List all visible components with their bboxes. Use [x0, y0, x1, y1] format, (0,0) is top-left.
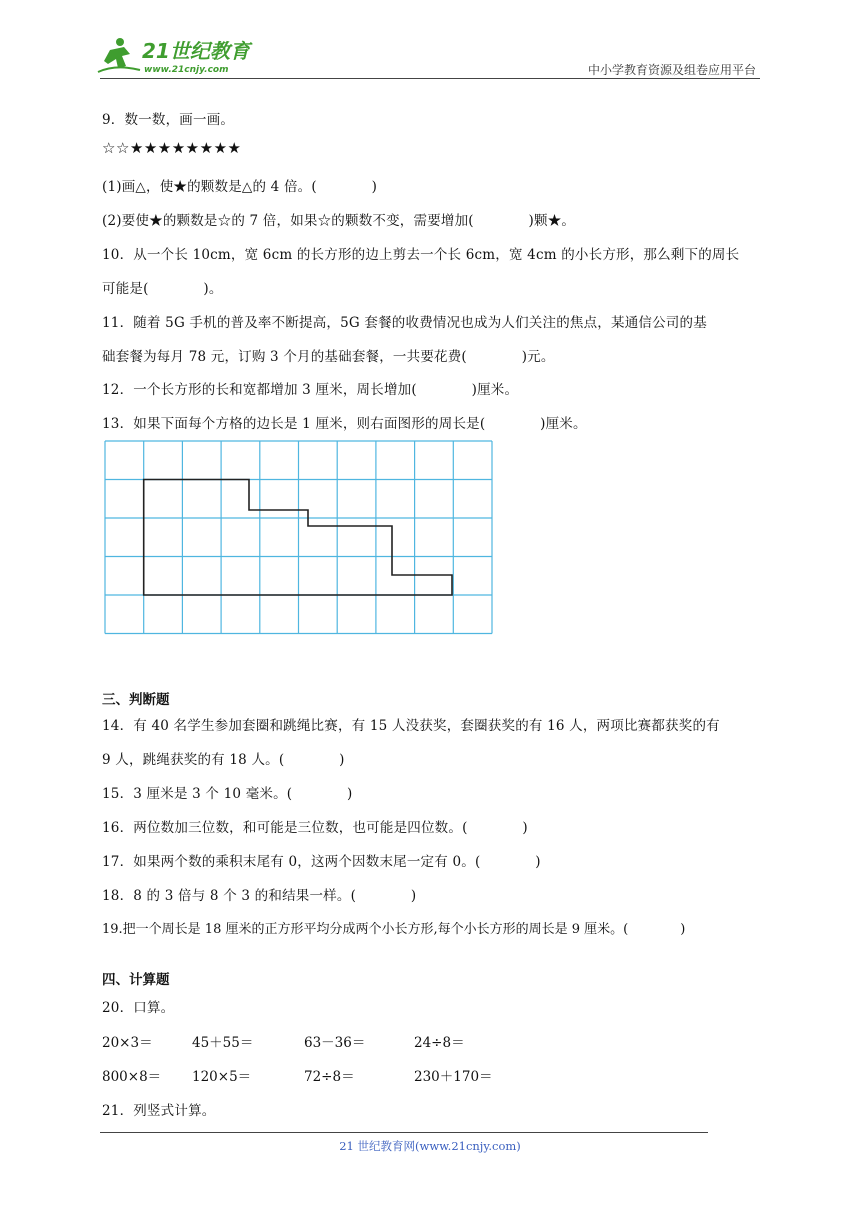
q17: 17．如果两个数的乘积末尾有 0，这两个因数末尾一定有 0。( ) — [102, 854, 541, 870]
q9-part1: (1)画△，使★的颗数是△的 4 倍。( ) — [102, 179, 378, 195]
calc-item: 45＋55＝ — [192, 1035, 254, 1051]
logo-title: 21世纪教育 — [142, 39, 250, 63]
calc-item: 120×5＝ — [192, 1069, 252, 1085]
grid-lines — [105, 441, 492, 634]
calc-item: 63－36＝ — [304, 1035, 366, 1051]
q14-line2: 9 人，跳绳获奖的有 18 人。( ) — [102, 752, 345, 768]
site-logo — [96, 34, 266, 78]
calc-item: 800×8＝ — [102, 1069, 162, 1085]
q20-title: 20．口算。 — [102, 1000, 175, 1016]
q21: 21．列竖式计算。 — [102, 1103, 216, 1119]
calc-item: 20×3＝ — [102, 1035, 153, 1051]
q9-stars: ☆☆★★★★★★★★ — [102, 139, 242, 157]
logo-url: www.21cnjy.com — [144, 65, 229, 75]
q11-line1: 11．随着 5G 手机的普及率不断提高，5G 套餐的收费情况也成为人们关注的焦点，某通信公司的基 — [102, 315, 707, 331]
header-platform-text: 中小学教育资源及组卷应用平台 — [587, 63, 756, 77]
q15: 15．3 厘米是 3 个 10 毫米。( ) — [102, 786, 353, 802]
q11-line2: 础套餐为每月 78 元，订购 3 个月的基础套餐，一共要花费( )元。 — [102, 349, 555, 365]
footer-text[interactable]: 21 世纪教育网(www.21cnjy.com) — [339, 1139, 521, 1153]
runner-logo-icon — [98, 38, 140, 72]
grid-figure — [104, 440, 494, 636]
calc-item: 72÷8＝ — [304, 1069, 355, 1085]
q9-part2: (2)要使★的颗数是☆的 7 倍，如果☆的颗数不变，需要增加( )颗★。 — [102, 213, 576, 229]
q14-line1: 14．有 40 名学生参加套圈和跳绳比赛，有 15 人没获奖，套圈获奖的有 16 人，两项比赛都获奖的有 — [102, 718, 720, 734]
q19: 19.把一个周长是 18 厘米的正方形平均分成两个小长方形,每个小长方形的周长是 9 厘米。( ) — [102, 922, 686, 937]
q9-title: 9．数一数，画一画。 — [102, 112, 235, 128]
q16: 16．两位数加三位数，和可能是三位数，也可能是四位数。( ) — [102, 820, 528, 836]
q12: 12．一个长方形的长和宽都增加 3 厘米，周长增加( )厘米。 — [102, 382, 519, 398]
q13: 13．如果下面每个方格的边长是 1 厘米，则右面图形的周长是( )厘米。 — [102, 416, 587, 432]
q10-line1: 10．从一个长 10cm，宽 6cm 的长方形的边上剪去一个长 6cm，宽 4cm 的小长方形，那么剩下的周长 — [102, 247, 740, 263]
staircase-shape — [144, 480, 452, 596]
section-judgement-title: 三、判断题 — [102, 692, 170, 708]
q10-line2: 可能是( )。 — [102, 281, 223, 297]
section-calc-title: 四、计算题 — [102, 972, 170, 988]
header-divider — [100, 78, 760, 79]
calc-item: 24÷8＝ — [414, 1035, 465, 1051]
calc-item: 230＋170＝ — [414, 1069, 493, 1085]
footer-divider — [100, 1132, 708, 1133]
q18: 18．8 的 3 倍与 8 个 3 的和结果一样。( ) — [102, 888, 417, 904]
